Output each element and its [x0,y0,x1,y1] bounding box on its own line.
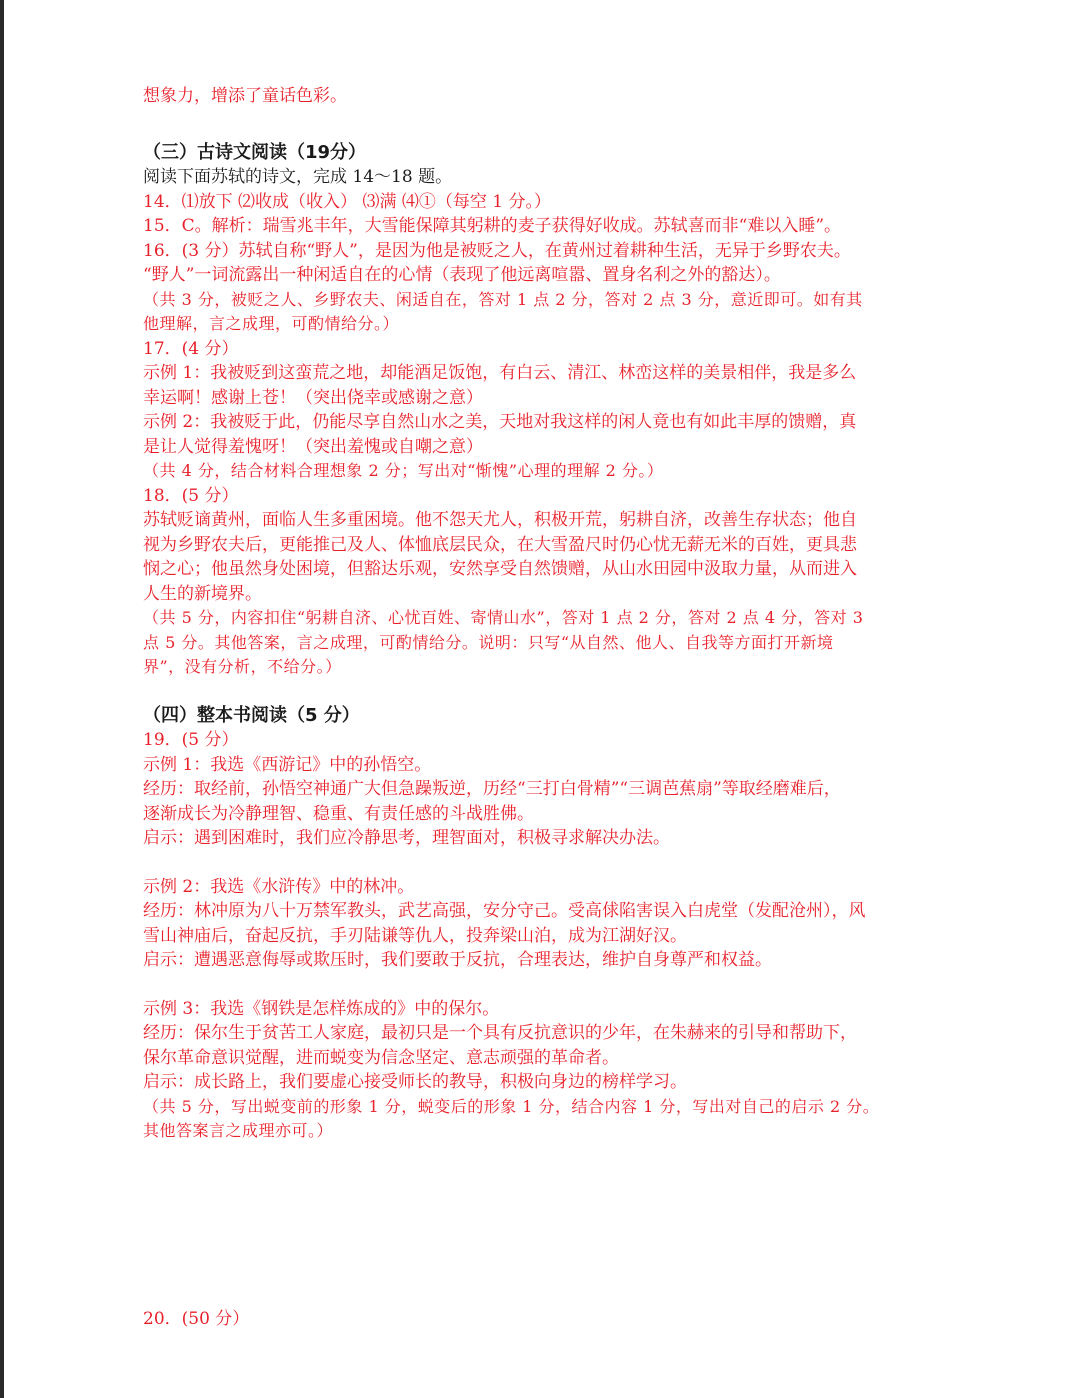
q18-note-1: （共 5 分，内容扣住“躬耕自济、心忧百姓、寄情山水”，答对 1 点 2 分，答对 2 点 4 分，答对 3 [143,608,864,627]
page-edge-shadow [0,0,4,1398]
q17-line-3: 示例 2：我被贬于此，仍能尽享自然山水之美，天地对我这样的闲人竟也有如此丰厚的馈赠，真 [143,412,857,432]
q18-line-4: 人生的新境界。 [143,583,262,604]
q17-line-4: 是让人觉得羞愧呀！（突出羞愧或自嘲之意） [143,436,483,457]
section4-note-2: 其他答案言之成理亦可。） [143,1121,334,1140]
example2-line-4: 启示：遭遇恶意侮辱或欺压时，我们要敢于反抗，合理表达，维护自身尊严和权益。 [143,950,772,970]
q16-note-1: （共 3 分，被贬之人、乡野农夫、闲适自在，答对 1 点 2 分，答对 2 点 3 分，意近即可。如有其 [143,289,863,309]
q18-line-3: 悯之心；他虽然身处困境，但豁达乐观，安然享受自然馈赠，从山水田园中汲取力量，从而进入 [143,559,857,579]
example2-line-1: 示例 2：我选《水浒传》中的林冲。 [143,876,415,897]
section4-note-1: （共 5 分，写出蜕变前的形象 1 分，蜕变后的形象 1 分，结合内容 1 分，写出对自己的启示 2 分。 [143,1096,880,1116]
q17-note: （共 4 分，结合材料合理想象 2 分；写出对“惭愧”心理的理解 2 分。） [143,461,664,480]
q16-line-2: “野人”一词流露出一种闲适自在的心情（表现了他远离喧嚣、置身名利之外的豁达）。 [143,265,781,285]
example3-line-4: 启示：成长路上，我们要虚心接受师长的教导，积极向身边的榜样学习。 [143,1072,687,1092]
q14-answer: 14．⑴放下 ⑵收成（收入） ⑶满 ⑷①（每空 1 分。） [143,191,551,212]
q19-header: 19．(5 分） [143,730,239,750]
answer-document [143,84,963,1144]
q18-header: 18．(5 分） [143,485,239,506]
section3-instruction: 阅读下面苏轼的诗文，完成 14～18 题。 [143,167,453,187]
q16-line-1: 16．(3 分）苏轼自称“野人”，是因为他是被贬之人，在黄州过着耕种生活，无异于乡野农夫。 [143,240,851,261]
q18-line-1: 苏轼贬谪黄州，面临人生多重困境。他不怨天尤人，积极开荒，躬耕自济，改善生存状态；他自 [143,510,857,530]
q18-line-2: 视为乡野农夫后，更能推己及人、体恤底层民众，在大雪盈尺时仍心忧无薪无米的百姓，更具悲 [143,534,857,555]
q17-header: 17．(4 分） [143,338,239,359]
section4-title: （四）整本书阅读（5 分） [143,704,360,726]
example1-line-2: 经历：取经前，孙悟空神通广大但急躁叛逆，历经“三打白骨精”“三调芭蕉扇”等取经磨难后， [143,779,841,799]
section3-title: （三）古诗文阅读（19分） [143,141,367,163]
q17-line-1: 示例 1：我被贬到这蛮荒之地，却能酒足饭饱，有白云、清江、林峦这样的美景相伴，我是多么 [143,363,857,383]
q16-note-2: 他理解，言之成理，可酌情给分。） [143,314,400,333]
example3-line-1: 示例 3：我选《钢铁是怎样炼成的》中的保尔。 [143,998,500,1019]
intro-line: 想象力，增添了童话色彩。 [143,86,347,106]
q18-note-3: 界”，没有分析，不给分。） [143,657,342,676]
q20-header: 20．(50 分） [143,1309,250,1329]
example2-line-3: 雪山神庙后，奋起反抗，手刃陆谦等仇人，投奔梁山泊，成为江湖好汉。 [143,925,687,946]
example1-line-3: 逐渐成长为冷静理智、稳重、有责任感的斗战胜佛。 [143,803,534,824]
example1-line-1: 示例 1：我选《西游记》中的孙悟空。 [143,754,432,775]
q18-note-2: 点 5 分。其他答案，言之成理，可酌情给分。说明：只写“从自然、他人、自我等方面打开新境 [143,632,834,652]
example3-line-3: 保尔革命意识觉醒，进而蜕变为信念坚定、意志顽强的革命者。 [143,1047,619,1068]
example3-line-2: 经历：保尔生于贫苦工人家庭，最初只是一个具有反抗意识的少年，在朱赫来的引导和帮助下， [143,1023,857,1043]
q15-answer: 15．C。解析：瑞雪兆丰年，大雪能保障其躬耕的麦子获得好收成。苏轼喜而非“难以入睡”。 [143,216,842,236]
example2-line-2: 经历：林冲原为八十万禁军教头，武艺高强，安分守己。受高俅陷害误入白虎堂（发配沧州），风 [143,901,866,921]
q17-line-2: 幸运啊！感谢上苍！（突出侥幸或感谢之意） [143,387,483,408]
example1-line-4: 启示：遇到困难时，我们应冷静思考，理智面对，积极寻求解决办法。 [143,828,670,848]
